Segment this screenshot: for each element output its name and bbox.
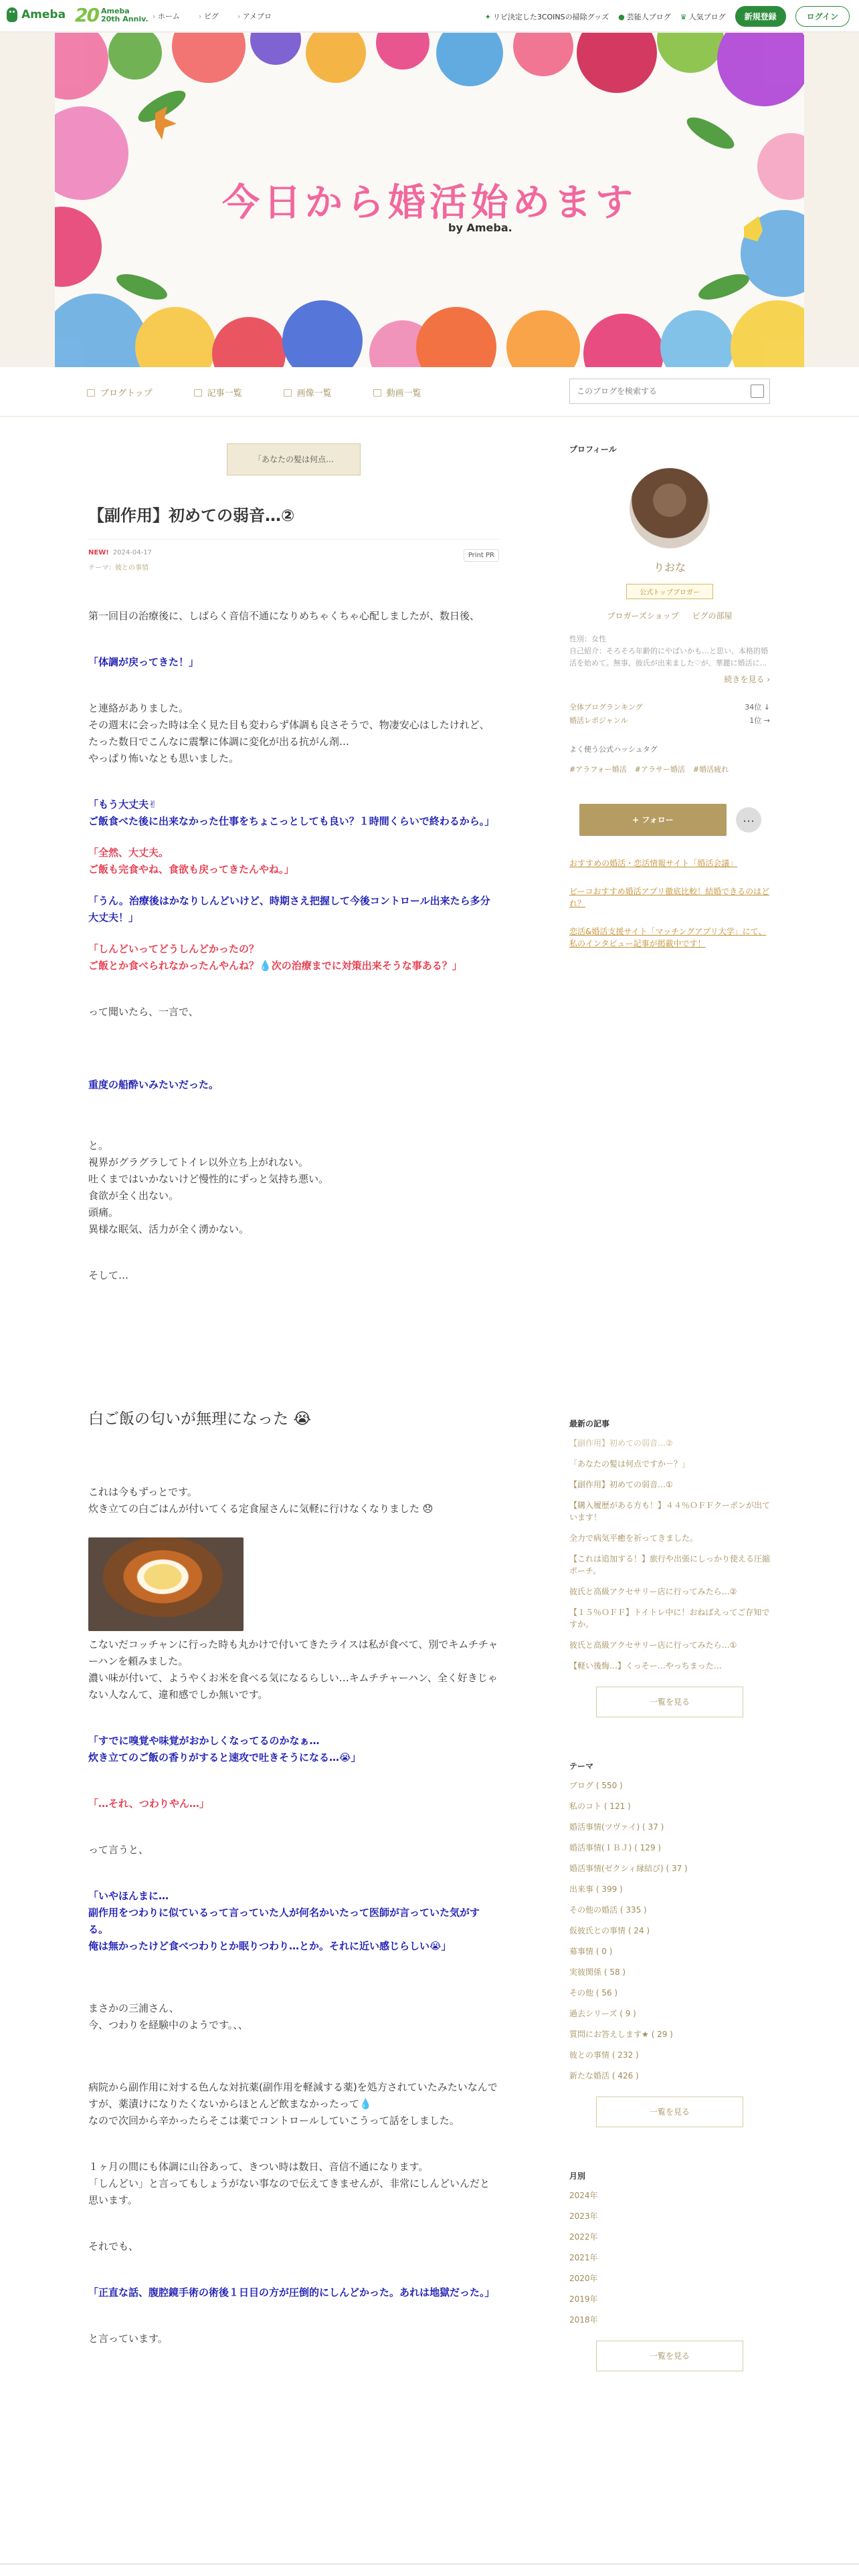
month-item[interactable]: 2018年	[569, 2315, 598, 2325]
entry-date: 2024-04-17	[112, 549, 152, 556]
blog-byline: by Ameba.	[448, 221, 512, 234]
person-icon: ●	[618, 12, 625, 21]
crying-face-icon: 😭	[430, 1940, 442, 1952]
sparkle-icon: ✦	[484, 12, 491, 21]
avatar[interactable]	[630, 468, 710, 548]
official-blog-link[interactable]: ● 芸能人ブログ	[618, 12, 671, 21]
month-list	[569, 2189, 770, 2326]
promo-link[interactable]: ピーコおすすめ婚活アプリ徹底比較！結婚できるのはどれ？	[569, 887, 770, 908]
profile-links	[569, 610, 770, 621]
crying-face-icon: 😭	[339, 1751, 351, 1763]
recent-item[interactable]: 全力で病気平癒を祈ってきました。	[569, 1533, 698, 1543]
blog-search	[569, 379, 770, 404]
blog-header-image[interactable]	[55, 33, 804, 367]
ameba-logo[interactable]: Ameba	[7, 7, 66, 22]
profile-heading: プロフィール	[569, 445, 617, 454]
theme-item[interactable]: 実彼関係 ( 58 )	[569, 1967, 626, 1977]
overall-ranking-link[interactable]: 全体ブログランキング	[569, 703, 643, 712]
read-more-link[interactable]: 続きを見る	[724, 675, 765, 684]
sweat-icon: 💧	[359, 2098, 372, 2110]
image-icon	[284, 389, 292, 397]
sweat-icon: 💧	[259, 960, 272, 972]
ameba-mascot-icon	[7, 7, 17, 22]
hashtag[interactable]: #アラサー婚活	[634, 765, 685, 774]
theme-more-button[interactable]: 一覧を見る	[596, 2097, 743, 2127]
recent-item[interactable]: 【１５％ＯＦＦ】トイトレ中に！おねばえってご存知ですか。	[569, 1608, 770, 1629]
recent-list	[569, 1437, 770, 1672]
login-button[interactable]: ログイン	[795, 6, 850, 27]
new-badge: NEW!	[88, 549, 109, 556]
print-pr-button[interactable]: Print PR	[464, 549, 499, 562]
nav-video-list[interactable]: 動画一覧	[373, 386, 421, 399]
month-item[interactable]: 2023年	[569, 2212, 598, 2221]
month-item[interactable]: 2021年	[569, 2253, 598, 2262]
theme-item[interactable]: その他 ( 56 )	[569, 1988, 618, 1998]
recent-item[interactable]: 【副作用】初めての弱音…②	[569, 1438, 673, 1448]
promo-link[interactable]: ✦ リピ決定した3COINSの掃除グッズ	[484, 12, 609, 21]
more-menu-button[interactable]: …	[736, 807, 761, 833]
recent-item[interactable]: 【副作用】初めての弱音…①	[569, 1480, 673, 1489]
popular-blog-link[interactable]: ♛ 人気ブログ	[680, 12, 726, 21]
search-input[interactable]	[577, 379, 744, 403]
video-icon	[373, 389, 381, 397]
sad-face-icon: 😞	[422, 1503, 434, 1515]
header-right	[485, 6, 850, 27]
nav-home[interactable]: › ホーム	[153, 11, 180, 21]
recent-item[interactable]: 【軽い後悔…】くっそー…やっちまった…	[569, 1661, 722, 1671]
month-item[interactable]: 2024年	[569, 2191, 598, 2200]
signup-button[interactable]: 新規登録	[735, 6, 786, 27]
article	[88, 417, 499, 2347]
promo-link[interactable]: おすすめの婚活・恋活情報サイト「婚活会議」	[569, 859, 738, 868]
follow-button[interactable]: + フォロー	[579, 804, 727, 836]
list-icon	[194, 389, 202, 397]
hashtag[interactable]: #アラフォー婚活	[569, 765, 627, 774]
blog-title: 今日から婚活始めます	[222, 181, 637, 225]
recent-heading: 最新の記事	[569, 1419, 610, 1428]
nav-ameblo[interactable]: › アメブロ	[237, 11, 272, 21]
entry-body: 第一回目の治療後に、しばらく音信不通になりめちゃくちゃ心配しましたが、数日後、 「体調が戻ってきた！」 と連絡がありました。 その週末に会った時は全く見た目も変わらず体調も良さそうで、物凄安心はしたけれど、たった数日でこんなに震撃に体調に変化が出る抗がん剤… やっぱり怖いなとも思いました。 「もう大丈夫✌ ご飯食べた後に出来なかった仕事をちょこっとしても良い？１時間くらいで終わるから。」 「全然、大丈夫。 ご飯も完食やね、食欲も戻ってきたんやね。」 「うん。治療後はかなりしんどいけど、時期さえ把握して今後コントロール出来たら多分大丈夫！」 「しんどいってどうしんどかったの？ ご飯とか食べられなかったんやんね？💧次の治療までに対策出来そうな事ある？」 って聞いたら、一言で、 重度の船酔いみたいだった。 と。 視界がグラグラしてトイレ以外立ち上がれない。 吐くまではいかないけど慢性的にずっと気持ち悪い。 食欲が全く出ない。 頭痛。 異様な眠気、活力が全く湧かない。 そして… 白ご飯の匂いが無理になった 😭 これは今もずっとです。 炊き立ての白ごはんが付いてくる定食屋さんに気軽に行けなくなりました 😞 こないだコッチャンに行った時も丸かけで付いてきたライスは私が食べて、別でキムチチャーハンを頼みました。 濃い味が付いて、ようやくお米を食べる気になるらしい…キムチチャーハン、全く好きじゃない人なんて、違和感でしか無いです。 「すでに嗅覚や味覚がおかしくなってるのかなぁ… 炊き立てのご飯の香りがすると速攻で吐きそうになる…😭」 「…それ、つわりやん…」 って言うと、 「いやほんまに… 副作用をつわりに似ているって言っていた人が何名かいたって医師が言っていた気がする。 俺は無かったけど食べつわりとか眠りつわり…とか。それに近い感じらしい😭」 まさかの三浦さん、 今、つわりを経験中のようです。、、 病院から副作用に対する色んな対抗薬(副作用を軽減する薬)を処方されていたみたいなんですが、薬漬けになりたくないからほとんど飲まなかったって💧 なので次回から辛かったらそこは薬でコントロールしていこうって話をしました。 １ヶ月の間にも体調に山谷あって、きつい時は数日、音信不通になります。 「しんどい」と言ってもしょうがない事なので伝えてきませんが、非常にしんどいんだと思います。 それでも、 「正直な話、腹腔鏡手術の術後１日目の方が圧倒的にしんどかった。あれは地獄だった。」 と言っています。	[88, 610, 498, 2345]
theme-item[interactable]: 婚活事情(ツヴァイ) ( 37 )	[569, 1822, 664, 1832]
theme-item[interactable]: 出来事 ( 399 )	[569, 1885, 623, 1894]
theme-item[interactable]: 私のコト ( 121 )	[569, 1802, 631, 1811]
theme-item[interactable]: 彼との事情 ( 232 )	[569, 2050, 639, 2060]
month-heading: 月別	[569, 2171, 586, 2181]
recent-item[interactable]: 彼氏と高級アクセサリー店に行ってみたら…①	[569, 1640, 737, 1650]
profile-name[interactable]: りおな	[653, 561, 686, 574]
theme-item[interactable]: 婚活事情(ＩＢＪ) ( 129 )	[569, 1843, 662, 1852]
official-blogger-badge: 公式トップブロガー	[626, 584, 713, 599]
hashtag-heading: よく使う公式ハッシュタグ	[569, 745, 658, 754]
sub-heading: 白ご飯の匂いが無理になった	[88, 1410, 288, 1428]
crying-face-icon: 😭	[293, 1410, 312, 1428]
month-more-button[interactable]: 一覧を見る	[596, 2341, 743, 2371]
sidebar	[569, 417, 770, 2371]
nav-image-list[interactable]: 画像一覧	[284, 386, 332, 399]
theme-item[interactable]: 新たな婚活 ( 426 )	[569, 2071, 639, 2080]
chevron-right-icon: ›	[767, 675, 770, 684]
theme-item[interactable]: ブログ ( 550 )	[569, 1781, 623, 1790]
related-article-banner[interactable]: 「あなたの髪は何点…	[227, 443, 361, 475]
home-icon	[87, 389, 95, 397]
theme-list	[569, 1780, 770, 2082]
crown-icon: ♛	[680, 12, 687, 21]
theme-item[interactable]: 募事情 ( 0 )	[569, 1947, 613, 1956]
nav-pigg[interactable]: › ピグ	[199, 11, 219, 21]
entry-meta: NEW! 2024-04-17 テーマ：彼との事情 Print PR	[88, 549, 499, 573]
hashtag-list	[569, 764, 770, 774]
bloggers-shop-link[interactable]: ブロガーズショップ	[607, 611, 679, 621]
hashtag[interactable]: #婚活疲れ	[692, 765, 729, 774]
promo-links	[569, 857, 770, 950]
global-header	[0, 0, 859, 32]
nav-entry-list[interactable]: 記事一覧	[194, 386, 242, 399]
profile-text: 性別：女性 自己紹介：そろそろ年齢的にやばいかも…と思い、本格的婚活を始めて。無事、彼氏が出来ました♡が、華麗に婚活に...	[569, 635, 768, 667]
main-content	[0, 417, 859, 2576]
blog-nav	[0, 367, 859, 417]
pigg-room-link[interactable]: ピグの部屋	[692, 611, 733, 621]
genre-ranking-link[interactable]: 婚活レポジャンル	[569, 716, 628, 725]
search-icon[interactable]	[751, 385, 764, 398]
recent-item[interactable]: 【これは追加する！】旅行や出張にしっかり使える圧縮ポーチ。	[569, 1554, 771, 1576]
month-item[interactable]: 2020年	[569, 2274, 598, 2283]
recent-item[interactable]: 【購入履歴がある方も！】４４％ＯＦＦクーポンが出ています！	[569, 1501, 771, 1522]
theme-item[interactable]: その他の婚活 ( 335 )	[569, 1905, 647, 1915]
month-item[interactable]: 2022年	[569, 2232, 598, 2242]
theme-item[interactable]: 過去シリーズ ( 9 )	[569, 2009, 636, 2018]
promo-link[interactable]: 恋活&婚活支援サイト「マッチングアプリ大学」にて、私のインタビュー記事が掲載中です！	[569, 927, 767, 948]
divider	[0, 2563, 859, 2565]
global-nav	[153, 11, 272, 21]
follow-area	[579, 804, 770, 836]
recent-item[interactable]: 「あなたの髪は何点ですか－？」	[569, 1459, 690, 1469]
ranking: 全体ブログランキング 34位 ↓ 婚活レポジャンル 1位 →	[569, 701, 770, 728]
anniversary-logo[interactable]: 20 Ameba 20th Anniv.	[75, 4, 149, 26]
entry-title[interactable]: 【副作用】初めての弱音…②	[88, 502, 499, 540]
month-item[interactable]: 2019年	[569, 2294, 598, 2304]
theme-item[interactable]: 婚活事情(ゼクシィ縁結び) ( 37 )	[569, 1864, 688, 1873]
entry-theme-link[interactable]: 彼との事情	[115, 564, 149, 572]
food-photo[interactable]	[88, 1537, 244, 1631]
recent-item[interactable]: 彼氏と高級アクセサリー店に行ってみたら…②	[569, 1587, 737, 1596]
theme-heading: テーマ	[569, 1761, 594, 1771]
theme-item[interactable]: 質問にお答えします★ ( 29 )	[569, 2030, 673, 2039]
nav-blog-top[interactable]: ブログトップ	[87, 386, 153, 399]
recent-more-button[interactable]: 一覧を見る	[596, 1687, 743, 1717]
theme-item[interactable]: 仮彼氏との事情 ( 24 )	[569, 1926, 650, 1935]
